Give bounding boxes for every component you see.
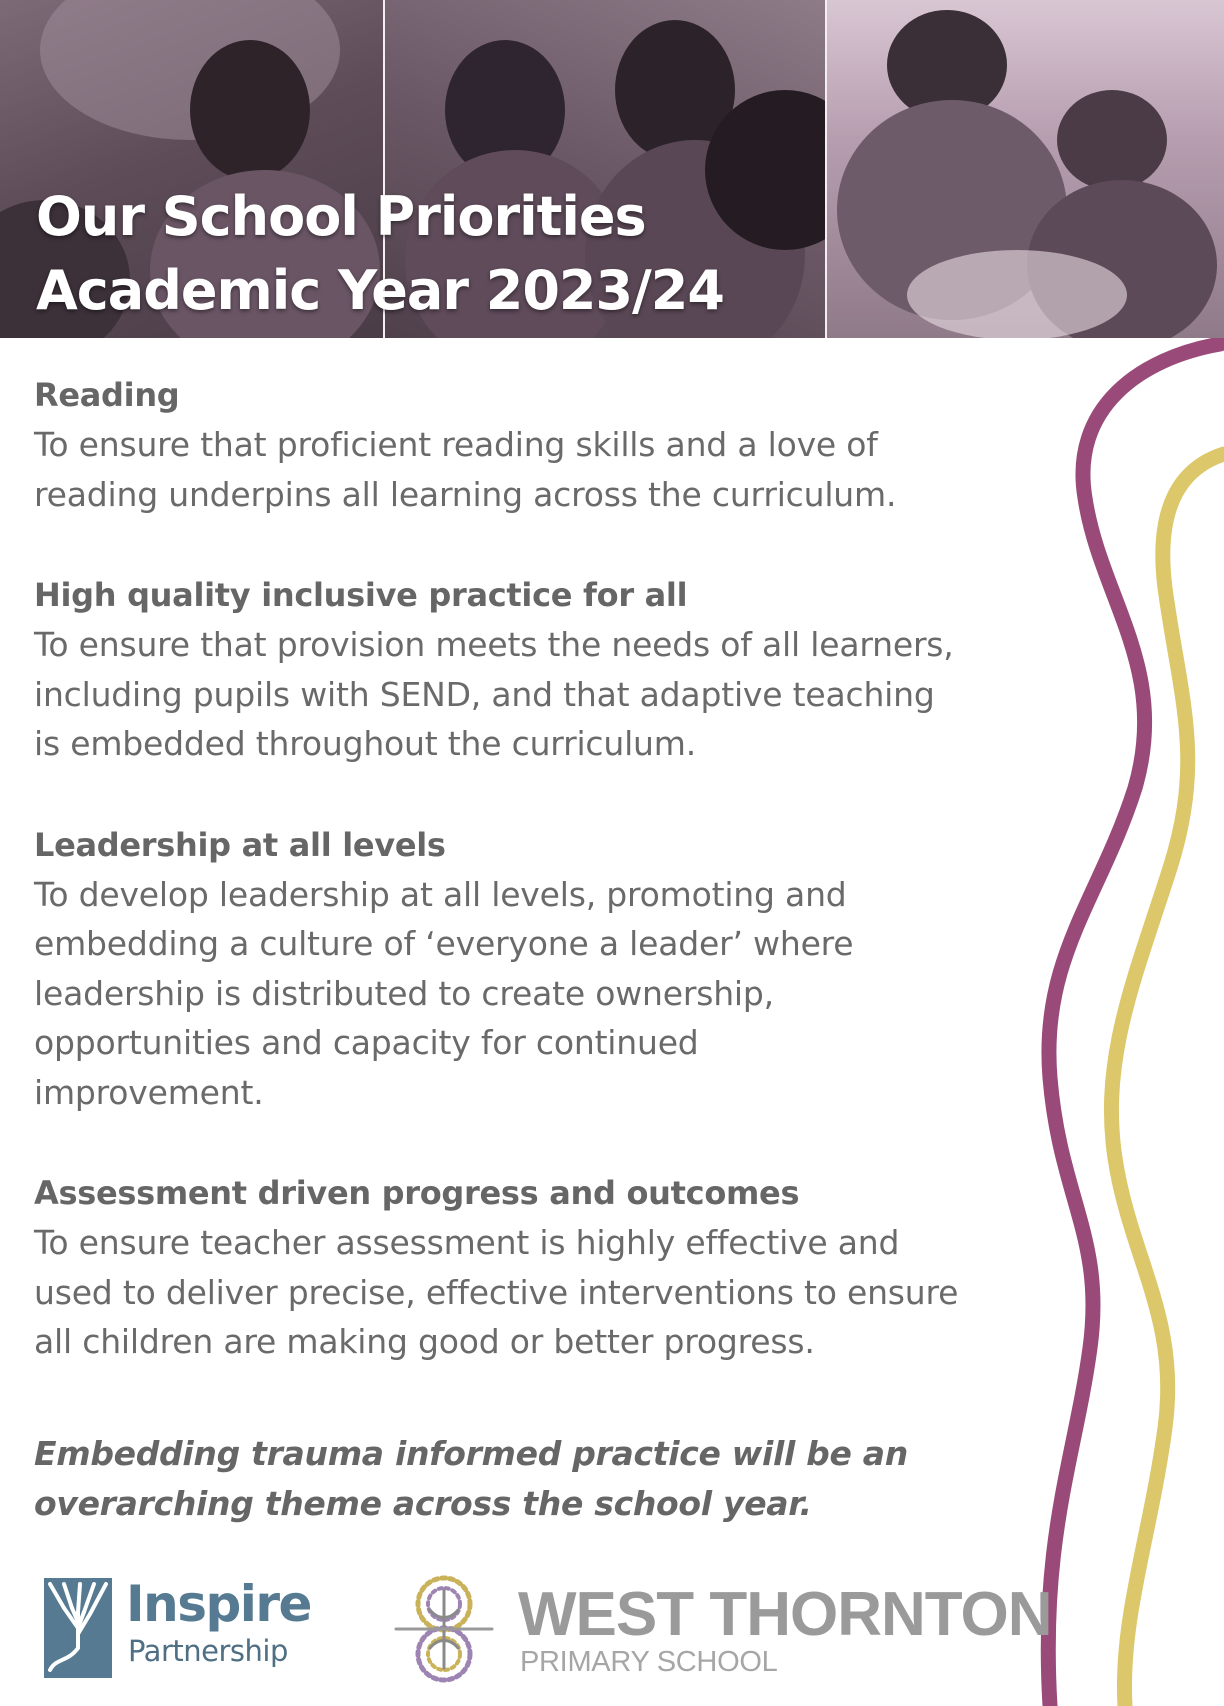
priorities-list: [34, 370, 1024, 1418]
priority-reading: [34, 370, 1024, 519]
header-photo-band: [0, 0, 1224, 338]
priority-heading: High quality inclusive practice for all: [34, 576, 688, 614]
priority-assessment: [34, 1168, 1024, 1367]
priority-text-line: To ensure teacher assessment is highly effective and: [34, 1223, 900, 1262]
priority-text-line: To ensure that provision meets the needs of all learners,: [34, 625, 954, 664]
priority-text-line: all children are making good or better progress.: [34, 1322, 815, 1361]
purple-ribbon: [1048, 344, 1220, 1706]
priority-text-line: embedding a culture of ‘everyone a leader’ where: [34, 924, 854, 963]
priority-text-line: is embedded throughout the curriculum.: [34, 724, 696, 763]
priority-text-line: leadership is distributed to create ownership,: [34, 973, 774, 1013]
priority-heading: Leadership at all levels: [34, 825, 446, 864]
decorative-ribbons: [1030, 338, 1224, 1706]
priority-text-line: used to deliver precise, effective interventions to ensure: [34, 1272, 959, 1312]
inspire-wordmark: Inspire: [126, 1575, 311, 1633]
inspire-subtitle: Partnership: [128, 1634, 288, 1668]
inspire-tree-icon: [44, 1578, 112, 1678]
inspire-partnership-logo: [44, 1575, 311, 1678]
west-thornton-logo: [390, 1570, 1052, 1690]
page-title-line-2: Academic Year 2023/24: [36, 259, 724, 322]
priority-leadership: [34, 820, 1024, 1118]
priority-text-line: To develop leadership at all levels, promoting and: [34, 874, 847, 914]
priority-heading: Reading: [34, 376, 180, 414]
school-name: WEST THORNTON: [518, 1580, 1052, 1649]
header-photo-teacher-and-pupil: [827, 0, 1224, 338]
page-title: [36, 180, 724, 328]
priority-text-line: opportunities and capacity for continued: [34, 1023, 699, 1062]
priority-text-line: including pupils with SEND, and that adaptive teaching: [34, 674, 935, 714]
closing-statement: [34, 1429, 1024, 1529]
page-title-line-1: Our School Priorities: [36, 185, 646, 248]
school-subtitle: PRIMARY SCHOOL: [520, 1646, 778, 1678]
priority-text-line: To ensure that proficient reading skills and a love of: [34, 425, 878, 464]
closing-line-2: overarching theme across the school year.: [34, 1484, 812, 1523]
west-thornton-tree-crest-icon: [390, 1570, 498, 1688]
priority-text-line: reading underpins all learning across the curriculum.: [34, 474, 897, 514]
priority-text-line: improvement.: [34, 1072, 264, 1112]
priority-heading: Assessment driven progress and outcomes: [34, 1174, 800, 1212]
priority-inclusive-practice: [34, 570, 1024, 769]
closing-line-1: Embedding trauma informed practice will be an: [34, 1434, 908, 1473]
